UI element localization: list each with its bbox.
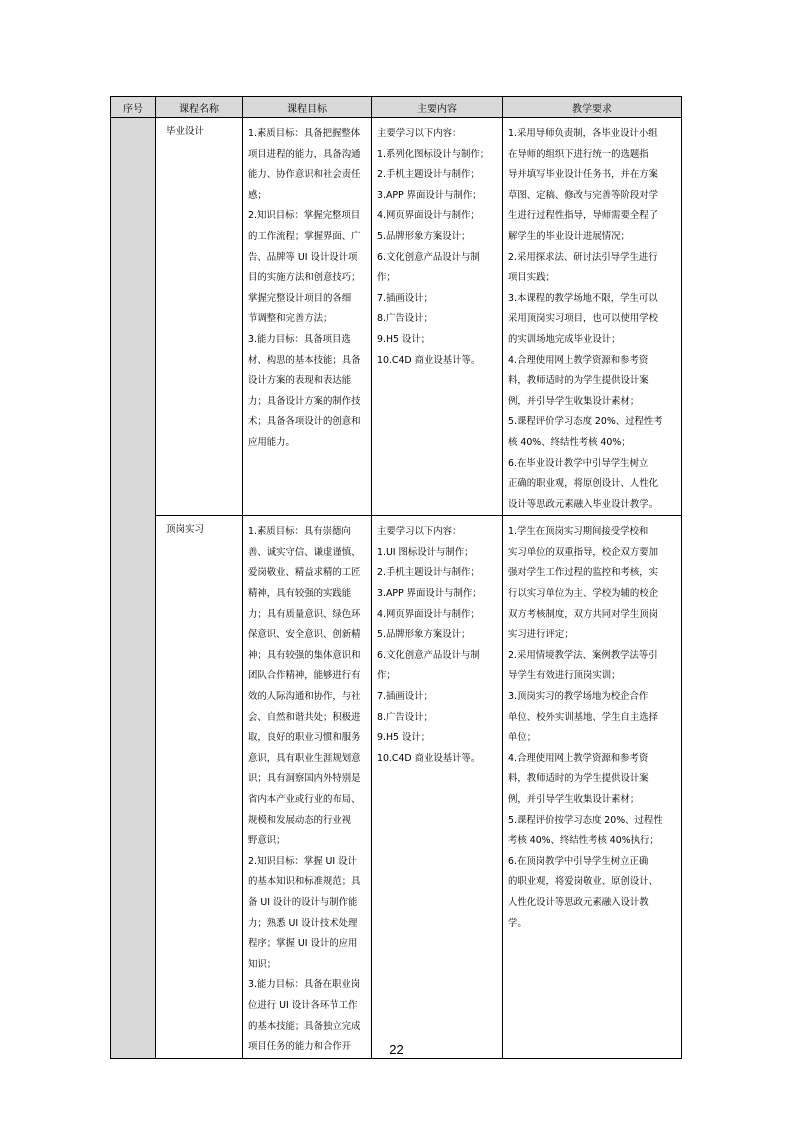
cell-line: 主要学习以下内容： [377,128,462,139]
cell-line: 项目任务的能力和合作开 [248,1041,352,1053]
cell-line: 料，教师适时的为学生提供设计案 [508,773,649,785]
cell-line: 省内本产业或行业的布局、 [248,794,361,805]
cell-line: 能力、协作意识和社会责任 [248,169,361,181]
cell-line: 神；具有较强的集体意识和 [248,649,361,661]
cell-line: 核 40%、终结性考核 40%； [508,436,631,448]
cell-line: 5.品牌形象方案设计； [377,629,471,641]
cell-line: 节调整和完善方法； [248,313,333,325]
cell-line: 效的人际沟通和协作，与社 [248,691,361,703]
cell-line: 3.本课程的教学场地不限，学生可以 [508,292,658,304]
page-number: 22 [389,1042,404,1057]
cell-line: 3.APP 界面设计与制作； [377,588,482,600]
cell-line: 3.能力目标：具备在职业岗 [248,979,361,991]
course-table [110,96,682,1059]
cell-line: 4.网页界面设计与制作； [377,608,480,620]
cell-line: 目的实施方法和创意技巧； [248,272,361,284]
cell-line: 7.插画设计； [377,691,433,703]
cell-line: 人性化设计等思政元素融入设计教 [508,896,649,908]
cell-line: 力；具备设计方案的制作技 [248,395,361,407]
cell-line: 3.顶岗实习的教学场地为校企合作 [508,691,649,703]
course-name-cell: 毕业设计 [156,118,243,516]
cell-line: 5.课程评价按学习态度 20%、过程性 [508,814,663,826]
cell-line: 单位、校外实训基地、学生自主选择 [508,711,659,723]
cell-line: 的工作流程；掌握界面、广 [248,230,361,242]
cell-line: 程序；掌握 UI 设计的应用 [248,938,358,950]
cell-line: 料，教师适时的为学生提供设计案 [508,375,649,387]
cell-line: 1.素质目标：具有崇德向 [248,526,351,538]
cell-line: 9.H5 设计； [377,732,431,744]
cell-line: 导并填写毕业设计任务书，并在方案 [508,169,659,181]
teaching-requirements-cell [503,516,682,1058]
cell-line: 7.插画设计； [377,292,433,304]
cell-line: 8.广告设计； [377,711,433,723]
cell-line: 作； [377,670,396,682]
cell-line: 考核 40%、终结性考核 40%执行； [508,835,659,847]
header-main-content: 主要内容 [372,97,503,118]
cell-line: 4.网页界面设计与制作； [377,210,480,222]
table-row [111,516,682,1058]
cell-line: 9.H5 设计； [377,333,431,345]
cell-line: 行以实习单位为主、学校为辅的校企 [508,588,659,600]
cell-line: 主要学习以下内容： [377,526,462,538]
header-course-goal: 课程目标 [243,97,372,118]
cell-line: 野意识； [248,835,286,847]
cell-line: 团队合作精神，能够进行有 [248,670,361,682]
cell-line: 项目进程的能力，具备沟通 [248,148,361,160]
cell-line: 4.合理使用网上教学资源和参考资 [508,752,649,764]
cell-line: 取，良好的职业习惯和服务 [248,732,361,744]
cell-line: 2.手机主题设计与制作； [377,169,480,181]
cell-line: 6.在顶岗教学中引导学生树立正确 [508,855,649,867]
cell-line: 位进行 UI 设计各环节工作 [248,999,358,1011]
table-row [111,118,682,516]
index-cell [111,118,156,1059]
cell-line: 采用顶岗实习项目，也可以使用学校 [508,313,659,325]
cell-line: 3.能力目标：具备项目选 [248,333,351,345]
cell-line: 4.合理使用网上教学资源和参考资 [508,354,649,366]
cell-line: 例，并引导学生收集设计素材； [508,794,640,805]
cell-line: 感； [248,189,267,201]
cell-line: 生进行过程性指导，导师需要全程了 [508,210,659,222]
cell-line: 5.课程评价学习态度 20%、过程性考 [508,416,663,428]
main-content-cell [372,118,503,516]
cell-line: 草图、定稿、修改与完善等阶段对学 [508,189,659,201]
cell-line: 识；具有洞察国内外特别是 [248,773,361,785]
cell-line: 学。 [508,917,527,929]
cell-line: 力；熟悉 UI 设计技术处理 [248,917,358,929]
cell-line: 设计方案的表现和表达能 [248,375,352,387]
cell-line: 8.广告设计； [377,313,433,325]
cell-line: 备 UI 设计的设计与制作能 [248,896,358,908]
cell-line: 例，并引导学生收集设计素材； [508,395,640,407]
cell-line: 精神，具有较强的实践能 [248,588,352,600]
cell-line: 规模和发展动态的行业视 [248,814,352,826]
main-content-cell [372,516,503,1058]
cell-line: 导学生有效进行顶岗实训； [508,670,621,682]
cell-line: 实习进行评定； [508,629,574,641]
cell-line: 双方考核制度，双方共同对学生顶岗 [508,608,659,620]
cell-line: 3.APP 界面设计与制作； [377,189,482,201]
cell-line: 意识，具有职业生涯规划意 [248,752,361,764]
cell-line: 6.在毕业设计教学中引导学生树立 [508,457,649,469]
cell-line: 6.文化创意产品设计与制 [377,251,480,263]
table-header-row [111,97,682,118]
cell-line: 1.系列化图标设计与制作； [377,148,490,160]
cell-line: 在导师的组织下进行统一的选题指 [508,148,649,160]
header-course-name: 课程名称 [156,97,243,118]
cell-line: 5.品牌形象方案设计； [377,230,471,242]
cell-line: 告、品牌等 UI 设计设计项 [248,251,358,263]
cell-line: 10.C4D 商业设基计等。 [377,354,481,366]
cell-line: 解学生的毕业设计进展情况； [508,230,630,242]
cell-line: 10.C4D 商业设基计等。 [377,752,481,764]
cell-line: 2.知识目标：掌握完整项目 [248,210,361,222]
cell-line: 1.学生在顶岗实习期间接受学校和 [508,526,649,538]
cell-line: 会、自然和谐共处；积极进 [248,711,361,723]
cell-line: 术；具备各项设计的创意和 [248,416,361,428]
cell-line: 知识； [248,958,277,970]
cell-line: 1.UI 图标设计与制作； [377,546,474,558]
course-goal-cell [243,118,372,516]
cell-line: 力；具有质量意识、绿色环 [248,608,361,620]
cell-line: 实习单位的双重指导，校企双方要加 [508,546,659,558]
course-name-cell: 顶岗实习 [156,516,243,1058]
cell-line: 的基本技能；具备独立完成 [248,1020,361,1032]
header-index: 序号 [111,97,156,118]
cell-line: 的基本知识和标准规范；具 [248,876,361,888]
cell-line: 设计等思政元素融入毕业设计教学。 [508,498,659,510]
cell-line: 材、构思的基本技能；具备 [248,354,361,366]
cell-line: 6.文化创意产品设计与制 [377,649,480,661]
cell-line: 项目实践； [508,272,555,284]
cell-line: 强对学生工作过程的监控和考核，实 [508,567,659,579]
course-goal-cell [243,516,372,1058]
cell-line: 1.素质目标：具备把握整体 [248,128,361,139]
cell-line: 的实训场地完成毕业设计； [508,333,621,345]
cell-line: 正确的职业观，将原创设计、人性化 [508,478,659,490]
cell-line: 单位； [508,732,537,744]
cell-line: 掌握完整设计项目的各细 [248,292,352,304]
cell-line: 2.手机主题设计与制作； [377,567,480,579]
teaching-requirements-cell [503,118,682,516]
header-teaching-requirements: 教学要求 [503,97,682,118]
cell-line: 1.采用导师负责制，各毕业设计小组 [508,128,658,139]
cell-line: 2.采用探求法、研讨法引导学生进行 [508,251,658,263]
cell-line: 2.知识目标：掌握 UI 设计 [248,855,357,867]
cell-line: 保意识、安全意识、创新精 [248,629,361,641]
cell-line: 的职业观，将爱岗敬业、原创设计、 [508,876,659,888]
cell-line: 善、诚实守信、谦虚谨慎、 [248,546,361,558]
cell-line: 应用能力。 [248,436,295,448]
cell-line: 作； [377,272,396,284]
cell-line: 爱岗敬业、精益求精的工匠 [248,567,361,579]
cell-line: 2.采用情境教学法、案例教学法等引 [508,649,658,661]
